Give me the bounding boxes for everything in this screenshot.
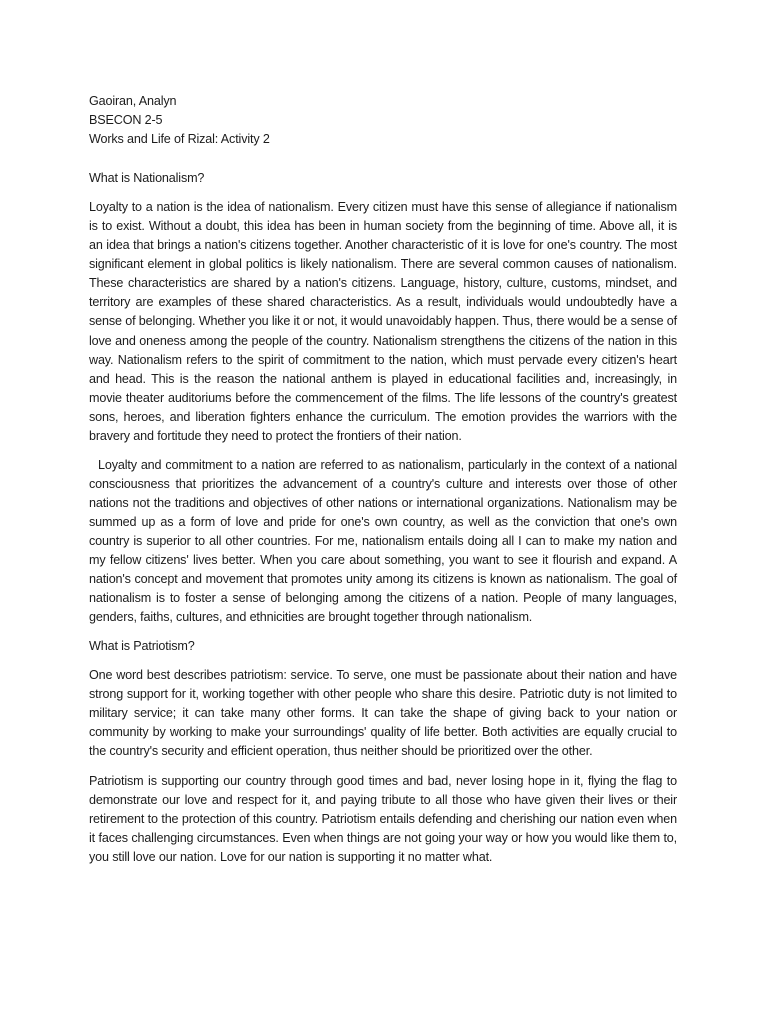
paragraph-patriotism-2: Patriotism is supporting our country through good times and bad, never losing hope in it, flying the flag to demonstrate our love and respect for it, and paying tribute to all those who have given their lives or their retirement to the protection of this country. Patriotism entails defending and cherishing our nation even when it faces challenging circumstances. Even when things are not going your way or how you would like them to, you still love our nation. Love for our nation is supporting it no matter what. [89,773,677,864]
paragraph-patriotism-1: One word best describes patriotism: service. To serve, one must be passionate about their nation and have strong support for it, working together with other people who share this desire. Patriotic duty is not limited to military service; it can take many other forms. It can take the shape of giving back to your nation or community by working to make your surroundings' quality of life better. Both activities are equally crucial to the country's security and efficient operation, thus neither should be prioritized over the other. [89,668,677,759]
document-page [89,92,677,877]
author-name: Gaoiran, Analyn [89,94,177,108]
paragraph-nationalism-2: Loyalty and commitment to a nation are referred to as nationalism, particularly in the context of a national consciousness that prioritizes the advancement of a country's culture and interests over those of other nations not the traditions and objectives of other nations or international organizations. Nationalism may be summed up as a form of love and pride for one's own country, as well as the conviction that one's own country is superior to all other countries. For me, nationalism entails doing all I can to make my nation and my fellow citizens' lives better. When you care about something, you want to see it flourish and expand. A nation's concept and movement that promotes unity among its citizens is known as nationalism. The goal of nationalism is to foster a sense of belonging among the citizens of a nation. People of many languages, genders, faiths, cultures, and ethnicities are brought together through nationalism. [89,457,677,625]
activity-title: Works and Life of Rizal: Activity 2 [89,132,270,147]
heading-patriotism: What is Patriotism? [89,639,195,654]
paragraph-nationalism-1: Loyalty to a nation is the idea of nationalism. Every citizen must have this sense of allegiance if nationalism is to exist. Without a doubt, this idea has been in human society from the beginning of time. Above all, it is an idea that brings a nation's citizens together. Another characteristic of it is love for one's country. The most significant element in global politics is likely nationalism. There are several common causes of nationalism. These characteristics are shared by a nation's citizens. Language, history, culture, customs, mindset, and territory are examples of these shared characteristics. As a result, individuals would undoubtedly have a sense of belonging. Whether you like it or not, it would unavoidably happen. Thus, there would be a sense of love and oneness among the people of the country. Nationalism strengthens the citizens of the nation in this way. Nationalism refers to the spirit of commitment to the nation, which must pervade every citizen's heart and head. This is the reason the national anthem is played in educational facilities and, increasingly, in movie theater auditoriums before the commencement of the films. The life lessons of the country's greatest sons, heroes, and liberation fighters enhance the curriculum. The emotion provides the warriors with the bravery and fortitude they need to protect the frontiers of their nation. [89,200,677,443]
document-header [89,92,677,149]
section-code: BSECON 2-5 [89,113,163,128]
heading-nationalism: What is Nationalism? [89,171,205,186]
